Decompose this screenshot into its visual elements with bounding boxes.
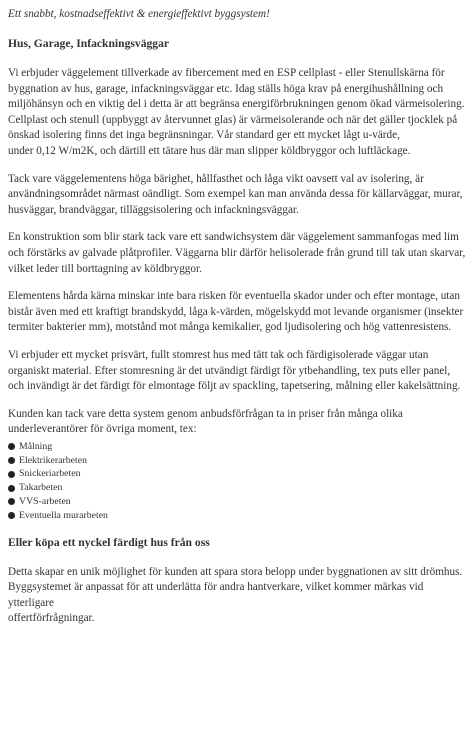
paragraph-turnkey-line3: offertförfrågningar. bbox=[8, 612, 95, 625]
paragraph-intro-continuation: under 0,12 W/m2K, och därtill ett tätare hus där man slipper köldbryggor och luftläckage. bbox=[8, 144, 411, 157]
list-item: Eventuella murarbeten bbox=[8, 509, 468, 523]
list-item: Takarbeten bbox=[8, 481, 468, 495]
paragraph-core-properties: Elementens hårda kärna minskar inte bara risken för eventuella skador under och efter montage, utan bistår även med ett kraftigt brandskydd, låga k-värden, mögelskydd mot levande organismer (insekter termiter bakterier mm), motstånd mot många kemikalier, god ljudisolering och hög vattenresistens. bbox=[8, 290, 464, 334]
paragraph-turnkey bbox=[8, 565, 468, 627]
list-item: Elektrikerarbeten bbox=[8, 454, 468, 468]
section-heading-walls: Hus, Garage, Infackningsväggar bbox=[8, 37, 170, 50]
paragraph-construction: En konstruktion som blir stark tack vare ett sandwichsystem där väggelement sammanfogas med lim och förstärks av galvade plåtprofiler. Väggarna blir därför helisolerade från grund till tak utan skarvar, vilket leder till borttagning av köldbryggor. bbox=[8, 231, 466, 275]
list-item: Snickeriarbeten bbox=[8, 467, 468, 481]
moment-list bbox=[8, 440, 468, 523]
bullet-icon bbox=[8, 457, 15, 464]
paragraph-intro-main: Vi erbjuder väggelement tillverkade av fibercement med en ESP cellplast - eller Stenullskärna för byggnation av hus, garage, infackningsväggar etc. Idag ställs höga krav på energihushållning och miljöhänsyn och en viktig del i detta är att begränsa energiförbrukningen genom ökad värmeisolering. Cellplast och stenull (uppbyggt av återvunnet glas) är värmeisolerande och när det gäller tjocklek på önskad isolering finns det inga begränsningar. Vår standard ger ett mycket lågt u-värde, bbox=[8, 67, 465, 142]
bullet-icon bbox=[8, 498, 15, 505]
bullet-icon bbox=[8, 471, 15, 478]
paragraph-subcontractors: Kunden kan tack vare detta system genom anbudsförfrågan ta in priser från många olika underleverantörer för övriga moment, tex: bbox=[8, 407, 403, 436]
tagline: Ett snabbt, kostnadseffektivt & energieffektivt byggsystem! bbox=[8, 8, 270, 20]
paragraph-turnkey-line1: Detta skapar en unik möjlighet för kunden att spara stora belopp under byggnationen av sitt drömhus. bbox=[8, 565, 463, 578]
paragraph-intro bbox=[8, 66, 468, 160]
bullet-icon bbox=[8, 512, 15, 519]
section-heading-turnkey: Eller köpa ett nyckel färdigt hus från oss bbox=[8, 535, 210, 549]
list-item: Målning bbox=[8, 440, 468, 454]
list-item: VVS-arbeten bbox=[8, 495, 468, 509]
bullet-icon bbox=[8, 485, 15, 492]
paragraph-offer: Vi erbjuder ett mycket prisvärt, fullt stomrest hus med tätt tak och färdigisolerade väggar utan organiskt material. Efter stomresning är det utvändigt färdigt för ytbehandling, tex puts eller panel, och invändigt är det färdigt för elmontage följt av spackling, tapetsering, målning eller kakelsättning. bbox=[8, 348, 461, 393]
bullet-icon bbox=[8, 443, 15, 450]
paragraph-usage: Tack vare väggelementens höga bärighet, hållfasthet och låga vikt oavsett val av isolering, är användningsområdet närmast oändligt. Som exempel kan man använda dessa för källarväggar, murar, husväggar, brandväggar, tilläggsisolering och infackningsväggar. bbox=[8, 172, 463, 216]
paragraph-turnkey-line2: Byggsystemet är anpassat för att underlätta för andra hantverkare, vilket kommer märkas vid ytterligare bbox=[8, 581, 424, 609]
